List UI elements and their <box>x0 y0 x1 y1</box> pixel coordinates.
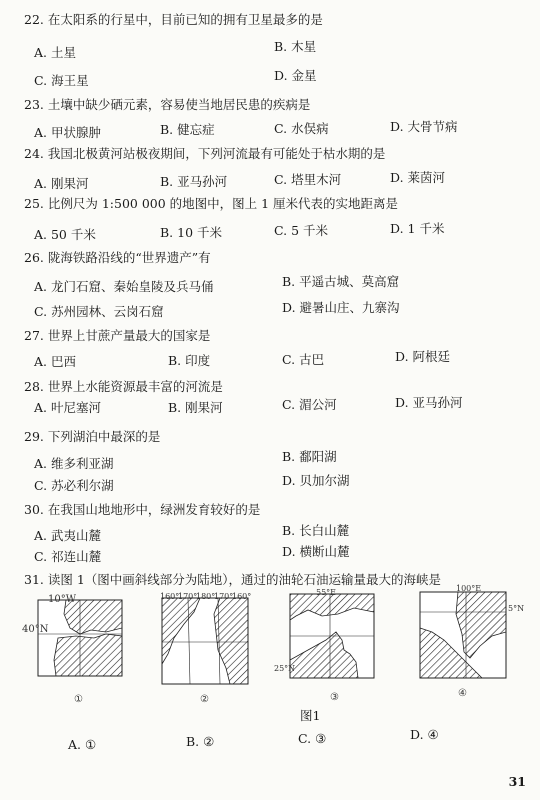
q22-option-b: B. 木星 <box>274 39 317 54</box>
map-3-lat-label: 25°N <box>274 664 296 673</box>
q27-option-a: A. 巴西 <box>34 354 76 369</box>
q24-option-d: D. 莱茵河 <box>390 170 446 185</box>
q29-option-a: A. 维多利亚湖 <box>34 456 114 471</box>
page-number: 31 <box>508 774 526 789</box>
q24-option-b: B. 亚马孙河 <box>160 174 228 189</box>
q25-option-a: A. 50 千米 <box>34 227 96 242</box>
q23-option-d: D. 大骨节病 <box>390 119 458 134</box>
q25-option-b: B. 10 千米 <box>160 225 223 240</box>
q26-option-c: C. 苏州园林、云岗石窟 <box>34 304 164 319</box>
q30-option-b: B. 长白山麓 <box>282 523 350 538</box>
question-29-stem: 29. 下列湖泊中最深的是 <box>24 429 161 444</box>
question-24-stem: 24. 我国北极黄河站极夜期间，下列河流最有可能处于枯水期的是 <box>24 146 386 161</box>
map-2-caption: ② <box>200 694 209 705</box>
question-30-stem: 30. 在我国山地地形中，绿洲发育较好的是 <box>24 502 261 517</box>
map-2-lon-label-1: 160° <box>160 592 180 601</box>
map-2-lon-label-2: 170° <box>178 592 198 601</box>
map-3 <box>288 590 376 680</box>
map-1-lon-label: 10°W <box>48 594 77 605</box>
q30-option-a: A. 武夷山麓 <box>34 528 101 543</box>
q28-option-b: B. 刚果河 <box>168 400 223 415</box>
question-23-stem: 23. 土壤中缺少硒元素，容易使当地居民患的疾病是 <box>24 97 311 112</box>
q26-option-b: B. 平遥古城、莫高窟 <box>282 274 400 289</box>
map-2-lon-label-3: 180° <box>196 592 216 601</box>
q27-option-c: C. 古巴 <box>282 352 325 367</box>
q30-option-c: C. 祁连山麓 <box>34 549 102 564</box>
q24-option-a: A. 刚果河 <box>34 176 89 191</box>
q31-option-a: A. ① <box>68 737 97 752</box>
q22-option-a: A. 土星 <box>34 45 76 60</box>
map-4 <box>418 588 510 680</box>
q29-option-d: D. 贝加尔湖 <box>282 473 350 488</box>
q30-option-d: D. 横断山麓 <box>282 544 350 559</box>
q23-option-c: C. 水俣病 <box>274 121 329 136</box>
map-4-caption: ④ <box>458 688 467 699</box>
question-22-stem: 22. 在太阳系的行星中，目前已知的拥有卫星最多的是 <box>24 12 323 27</box>
q25-option-c: C. 5 千米 <box>274 223 328 238</box>
q28-option-a: A. 叶尼塞河 <box>34 400 101 415</box>
map-4-lat-label: 5°N <box>508 604 525 613</box>
map-3-caption: ③ <box>330 692 339 703</box>
map-1-lat-label: 40°N <box>22 624 49 635</box>
question-25-stem: 25. 比例尺为 1:500 000 的地图中，图上 1 厘米代表的实地距离是 <box>24 196 399 211</box>
q31-option-c: C. ③ <box>298 731 327 746</box>
q29-option-b: B. 鄱阳湖 <box>282 449 337 464</box>
q28-option-c: C. 湄公河 <box>282 397 337 412</box>
map-4-lon-label: 100°E <box>456 584 482 593</box>
question-26-stem: 26. 陇海铁路沿线的“世界遗产”有 <box>24 250 211 265</box>
q23-option-a: A. 甲状腺肿 <box>34 125 101 140</box>
q29-option-c: C. 苏必利尔湖 <box>34 478 114 493</box>
q27-option-d: D. 阿根廷 <box>395 349 451 364</box>
q31-option-b: B. ② <box>186 734 215 749</box>
q22-option-c: C. 海王星 <box>34 73 89 88</box>
q24-option-c: C. 塔里木河 <box>274 172 342 187</box>
q28-option-d: D. 亚马孙河 <box>395 395 463 410</box>
q26-option-a: A. 龙门石窟、秦始皇陵及兵马俑 <box>34 279 214 294</box>
q25-option-d: D. 1 千米 <box>390 221 445 236</box>
map-2 <box>160 594 250 688</box>
question-31-stem: 31. 读图 1（图中画斜线部分为陆地），通过的油轮石油运输量最大的海峡是 <box>24 572 442 587</box>
q26-option-d: D. 避暑山庄、九寨沟 <box>282 300 400 315</box>
map-3-lon-label: 55°E <box>316 588 337 597</box>
figure-title: 图1 <box>300 708 321 723</box>
q27-option-b: B. 印度 <box>168 353 211 368</box>
map-1-caption: ① <box>74 694 83 705</box>
question-28-stem: 28. 世界上水能资源最丰富的河流是 <box>24 379 223 394</box>
q31-option-d: D. ④ <box>410 727 439 742</box>
q22-option-d: D. 金星 <box>274 68 317 83</box>
map-1 <box>36 594 124 680</box>
q23-option-b: B. 健忘症 <box>160 122 215 137</box>
map-2-lon-label-5: 160° <box>232 592 252 601</box>
question-27-stem: 27. 世界上甘蔗产量最大的国家是 <box>24 328 211 343</box>
map-2-lon-label-4: 170° <box>214 592 234 601</box>
